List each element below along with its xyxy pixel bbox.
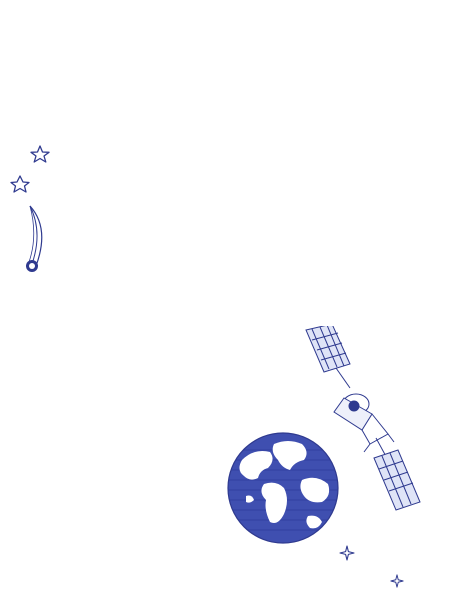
earth-globe-icon <box>224 430 342 546</box>
sparkle-icon <box>339 545 355 561</box>
comet-icon <box>10 166 50 278</box>
star-icon <box>30 145 50 163</box>
sparkle-icon <box>390 574 404 588</box>
